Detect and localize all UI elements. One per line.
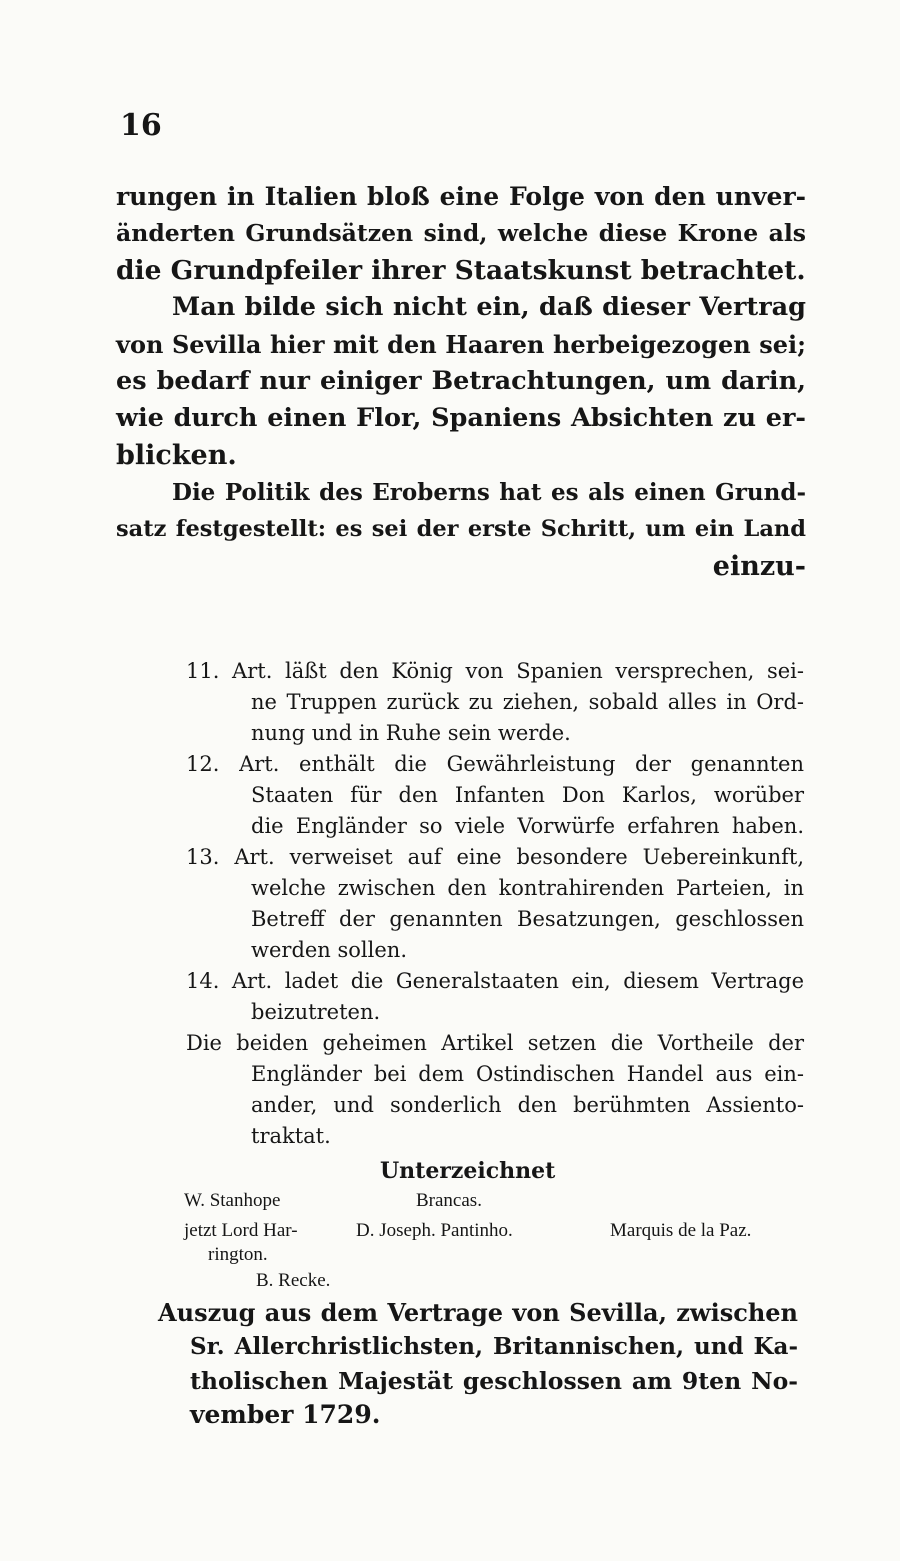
note-line: 14. Art. ladet die Generalstaaten ein, diesem Vertrage	[186, 969, 804, 993]
note-line: 12. Art. enthält die Gewährleistung der genannten	[186, 752, 804, 776]
note-line: Staaten für den Infanten Don Karlos, worüber	[251, 783, 804, 807]
note-line: ne Truppen zurück zu ziehen, sobald alles in Ord-	[251, 690, 804, 714]
text-line: änderten Grundsätzen sind, welche diese Krone als	[116, 219, 806, 247]
signatory-stanhope: W. Stanhope	[184, 1190, 281, 1211]
extract-line: Sr. Allerchristlichsten, Britannischen, und Ka-	[190, 1333, 798, 1360]
catchword: einzu-	[712, 551, 806, 582]
signatory-marquis: Marquis de la Paz.	[610, 1220, 752, 1241]
note-line: nung und in Ruhe sein werde.	[251, 721, 571, 745]
note-line: werden sollen.	[251, 938, 407, 962]
text-line: es bedarf nur einiger Betrachtungen, um darin,	[116, 366, 806, 396]
text-line: blicken.	[116, 440, 237, 471]
signature-heading: Unterzeichnet	[380, 1158, 556, 1184]
signatory-brancas: Brancas.	[416, 1190, 482, 1211]
signatory-title-cont: rington.	[208, 1244, 268, 1265]
text-line: Die Politik des Eroberns hat es als einen Grund-	[172, 479, 806, 506]
text-line: die Grundpfeiler ihrer Staatskunst betrachtet.	[116, 255, 806, 286]
note-line: ander, und sonderlich den berühmten Assiento-	[251, 1093, 804, 1117]
signatory-pantinho: D. Joseph. Pantinho.	[356, 1220, 513, 1241]
text-line: satz festgestellt: es sei der erste Schritt, um ein Land	[116, 516, 806, 542]
extract-line: vember 1729.	[190, 1400, 381, 1429]
signatory-title: jetzt Lord Har-	[184, 1220, 298, 1241]
note-line: beizutreten.	[251, 1000, 381, 1024]
note-line: 11. Art. läßt den König von Spanien versprechen, sei-	[186, 659, 804, 683]
note-line: Die beiden geheimen Artikel setzen die Vortheile der	[186, 1031, 804, 1055]
main-text	[116, 178, 806, 585]
extract-heading	[158, 1296, 798, 1432]
extract-line: tholischen Majestät geschlossen am 9ten No-	[190, 1367, 798, 1395]
note-line: traktat.	[251, 1124, 331, 1148]
text-line: von Sevilla hier mit den Haaren herbeigezogen sei;	[116, 330, 806, 359]
text-line: wie durch einen Flor, Spaniens Absichten zu er-	[116, 403, 806, 433]
note-line: welche zwischen den kontrahirenden Parteien, in	[251, 876, 804, 900]
note-line: Betreff der genannten Besatzungen, geschlossen	[251, 907, 804, 931]
note-line: Engländer bei dem Ostindischen Handel aus ein-	[251, 1062, 804, 1086]
page-number: 16	[120, 108, 162, 143]
text-line: rungen in Italien bloß eine Folge von den unver-	[116, 182, 806, 211]
signatory-recke: B. Recke.	[256, 1270, 331, 1291]
note-line: die Engländer so viele Vorwürfe erfahren haben.	[251, 814, 804, 838]
text-line: Man bilde sich nicht ein, daß dieser Vertrag	[172, 292, 806, 322]
footnote-articles	[186, 656, 804, 1152]
note-line: 13. Art. verweiset auf eine besondere Uebereinkunft,	[186, 845, 804, 869]
extract-line: Auszug aus dem Vertrage von Sevilla, zwischen	[158, 1298, 798, 1327]
